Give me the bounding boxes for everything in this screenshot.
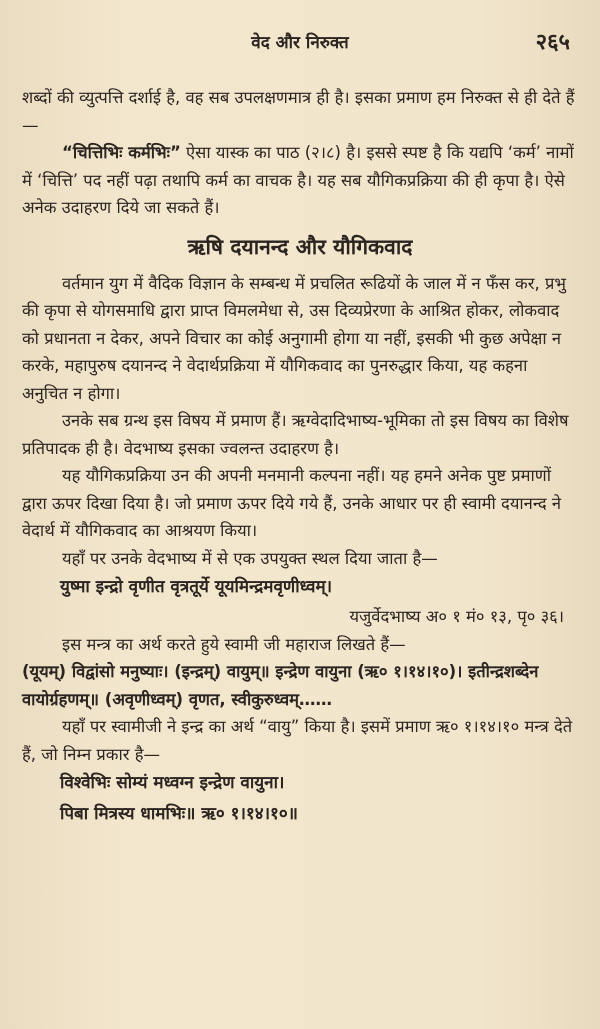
paragraph-text: ऐसा यास्क का पाठ (२।८) है। इससे स्पष्ट है कि यद्यपि ‘कर्म’ नामों में ‘चित्ति’ पद नहीं पढ़ा तथापि कर्म का वाचक है। यह सब यौगिकप्रक्रिया की ही कृपा है। ऐसे अनेक उदाहरण दिये जा सकते हैं। (22, 143, 574, 217)
page-number: २६५ (535, 30, 570, 55)
paragraph-commentary-intro: इस मन्त्र का अर्थ करते हुये स्वामी जी महाराज लिखते हैं— (62, 634, 406, 654)
paragraph-granth: उनके सब ग्रन्थ इस विषय में प्रमाण हैं। ऋग्वेदादिभाष्य-भूमिका तो इस विषय का विशेष प्रतिपादक ही है। वेदभाष्य इसका ज्वलन्त उदाहरण है। (22, 411, 569, 458)
page-header (22, 26, 578, 56)
paragraph-indra-vayu: यहाँ पर स्वामीजी ने इन्द्र का अर्थ “वायु” किया है। इसमें प्रमाण ऋ० १।१४।१० मन्त्र देते हैं, जो निम्न प्रकार है— (22, 717, 573, 764)
running-title: वेद और निरुक्त (251, 33, 349, 53)
verse-reference: यजुर्वेदभाष्य अ० १ मं० १३, पृ० ३६। (349, 607, 564, 626)
section-heading: ऋषि दयानन्द और यौगिकवाद (187, 234, 413, 259)
sanskrit-commentary: (यूयम्) विद्वांसो मनुष्याः। (इन्द्रम्) वायुम्॥ इन्द्रेण वायुना (ऋ० १।१४।१०)। इतीन्द्रशब्देन वायोर्ग्रहणम्॥ (अवृणीध्वम्) वृणत, स्वीकुरुध्वम्…… (22, 662, 539, 709)
quoted-phrase: “चित्तिभिः कर्मभिः” (62, 143, 181, 162)
verse-rigveda-line1: विश्वेभिः सोम्यं मध्वग्न इन्द्रेण वायुना। (60, 773, 285, 793)
paragraph-intro-example: यहाँ पर उनके वेदभाष्य में से एक उपयुक्त स्थल दिया जाता है— (62, 548, 438, 568)
paragraph-nirukta-quote (22, 139, 578, 222)
page-body (22, 84, 578, 830)
verse-yajurveda: युष्मा इन्द्रो वृणीत वृत्रतूर्ये यूयमिन्द्रमवृणीध्वम्। (60, 577, 333, 597)
paragraph-continuation: शब्दों की व्युत्पत्ति दर्शाई है, वह सब उपलक्षणमात्र ही है। इसका प्रमाण हम निरुक्त से ही देते हैं— (22, 88, 575, 135)
paragraph-dayanand: वर्तमान युग में वैदिक विज्ञान के सम्बन्ध में प्रचलित रूढियों के जाल में न फँस कर, प्रभु की कृपा से योगसमाधि द्वारा प्राप्त विमलमेधा से, उस दिव्यप्रेरणा के आश्रित होकर, लोकवाद को प्रधानता न देकर, अपने विचार का कोई अनुगामी होगा या नहीं, इसकी भी कुछ अपेक्षा न करके, महापुरुष दयानन्द ने वेदार्थप्रक्रिया में यौगिकवाद का पुनरुद्धार किया, यह कहना अनुचित न होगा। (22, 273, 566, 403)
verse-rigveda-line2: पिबा मित्रस्य धामभिः॥ ऋ० १।१४।१०॥ (60, 804, 298, 824)
paragraph-yaugik: यह यौगिकप्रक्रिया उन की अपनी मनमानी कल्पना नहीं। यह हमने अनेक पुष्ट प्रमाणों द्वारा ऊपर दिखा दिया है। जो प्रमाण ऊपर दिये गये हैं, उनके आधार पर ही स्वामी दयानन्द ने वेदार्थ में यौगिकवाद का आश्रयण किया। (22, 466, 562, 540)
